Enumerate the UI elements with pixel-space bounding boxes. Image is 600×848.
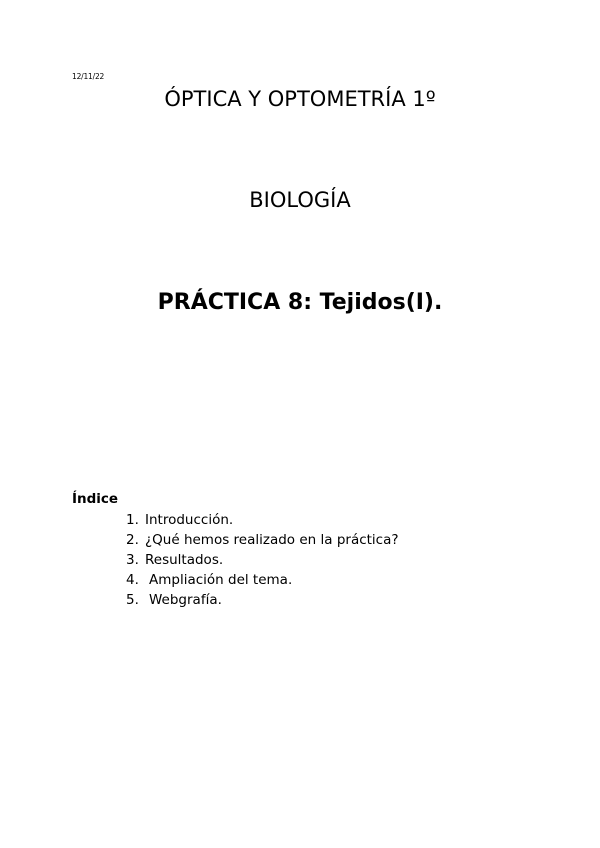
index-item-webography [126,590,399,610]
index-item-label: ¿Qué hemos realizado en la práctica? [145,532,399,548]
index-heading: Índice [72,491,119,507]
index-item-number: 1. [126,512,139,528]
index-item-topic-extension [126,570,399,590]
index-item-number: 5. [126,592,139,608]
index-item-number: 4. [126,572,139,588]
subject-title: BIOLOGÍA [249,188,351,212]
index-item-label: Resultados. [145,552,224,568]
index-item-number: 3. [126,552,139,568]
index-item-label: Ampliación del tema. [149,572,293,588]
index-item-label: Webgrafía. [149,592,222,608]
course-title: ÓPTICA Y OPTOMETRÍA 1º [164,87,436,111]
index-item-label: Introducción. [145,512,234,528]
document-date: 12/11/22 [72,72,105,81]
practice-title: PRÁCTICA 8: Tejidos(I). [157,290,443,315]
index-item-results [126,550,399,570]
index-list [126,510,399,610]
index-item-number: 2. [126,532,139,548]
index-item-introduction [126,510,399,530]
index-item-what-we-did [126,530,399,550]
